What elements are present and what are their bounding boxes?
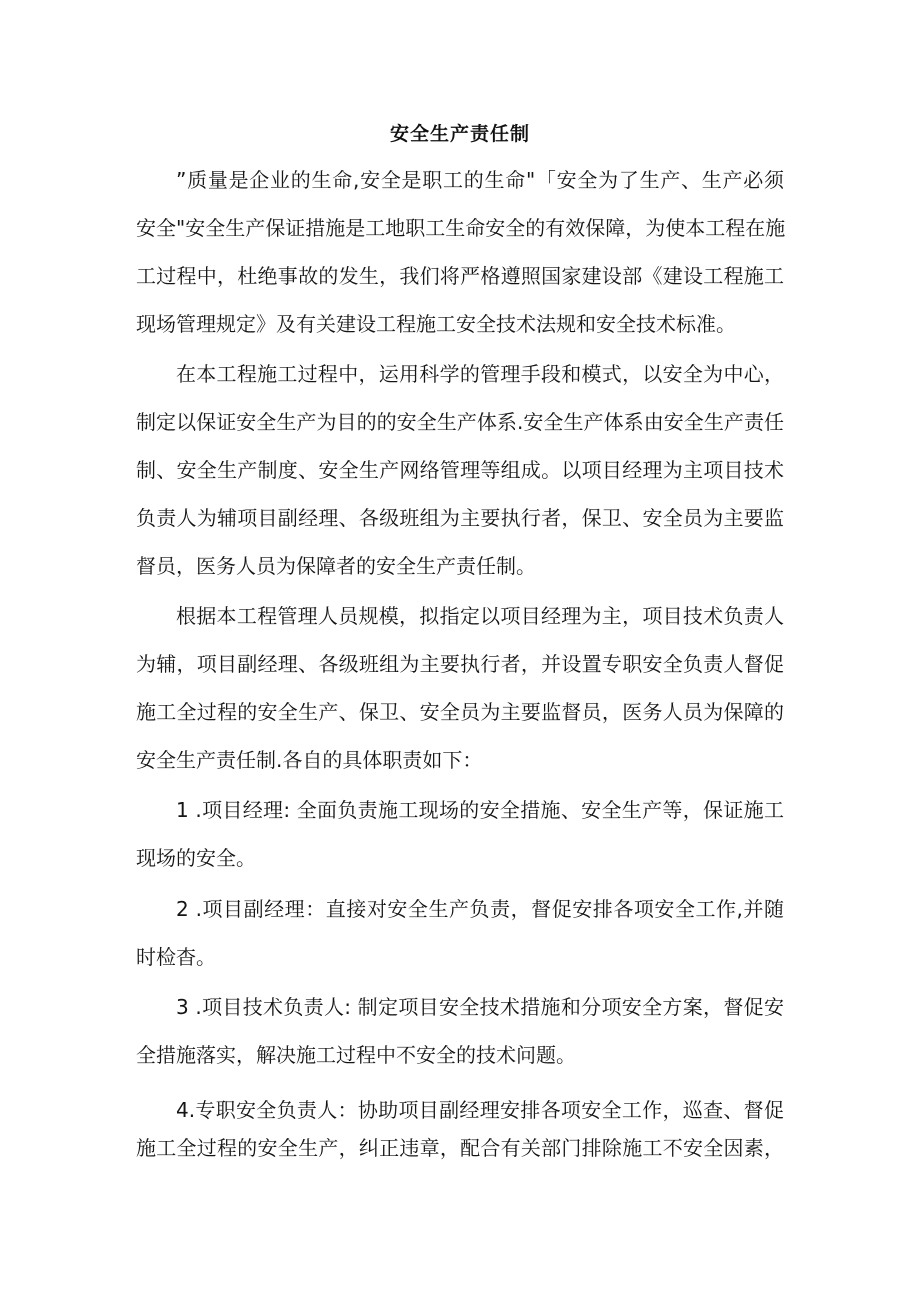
paragraph-line: 安全生产责任制.各自的具体职责如下：: [136, 748, 483, 772]
paragraph-line: 在本工程施工过程中，运用科学的管理手段和模式，以安全为中心，: [176, 362, 784, 386]
paragraph-line: 督员，医务人员为保障者的安全生产责任制。: [136, 554, 536, 578]
paragraph-line: 工过程中，杜绝事故的发生，我们将严格遵照国家建设部《建设工程施工: [136, 264, 784, 288]
document-title: 安全生产责任制: [389, 123, 530, 145]
paragraph-line: 根据本工程管理人员规模，拟指定以项目经理为主，项目技术负责人: [176, 604, 784, 628]
paragraph-line: 4.专职安全负责人：协助项目副经理安排各项安全工作，巡查、督促: [176, 1098, 784, 1122]
paragraph-line: 制、安全生产制度、安全生产网络管理等组成。以项目经理为主项目技术: [136, 458, 784, 482]
paragraph-line: 施工全过程的安全生产、保卫、安全员为主要监督员，医务人员为保障的: [136, 700, 784, 724]
paragraph-line: 安全"安全生产保证措施是工地职工生命安全的有效保障，为使本工程在施: [136, 216, 786, 240]
paragraph-line: 时检杳。: [136, 945, 216, 969]
paragraph-line: 2 .项目副经理：直接对安全生产负责，督促安排各项安全工作,并随: [176, 897, 784, 921]
paragraph-line: 现场的安全。: [136, 846, 256, 870]
paragraph-line: 施工全过程的安全生产，纠正违章，配合有关部门排除施工不安全因素，: [136, 1136, 784, 1160]
paragraph-line: 现场管理规定》及有关建设工程施工安全技术法规和安全技术标准。: [136, 312, 736, 336]
paragraph-line: 全措施落实，解决施工过程中不安全的技术问题。: [136, 1043, 576, 1067]
paragraph-line: 为辅，项目副经理、各级班组为主要执行者，并设置专职安全负责人督促: [136, 652, 784, 676]
paragraph-line: 制定以保证安全生产为目的的安全生产体系.安全生产体系由安全生产责任: [136, 410, 784, 434]
paragraph-line: 负责人为辅项目副经理、各级班组为主要执行者，保卫、安全员为主要监: [136, 506, 784, 530]
paragraph-line: ”质量是企业的生命,安全是职工的生命"「安全为了生产、生产必须: [176, 168, 784, 192]
paragraph-line: 1 .项目经理: 全面负责施工现场的安全措施、安全生产等，保证施工: [176, 798, 784, 822]
paragraph-line: 3 .项目技术负责人: 制定项目安全技术措施和分项安全方案，督促安: [176, 995, 784, 1019]
